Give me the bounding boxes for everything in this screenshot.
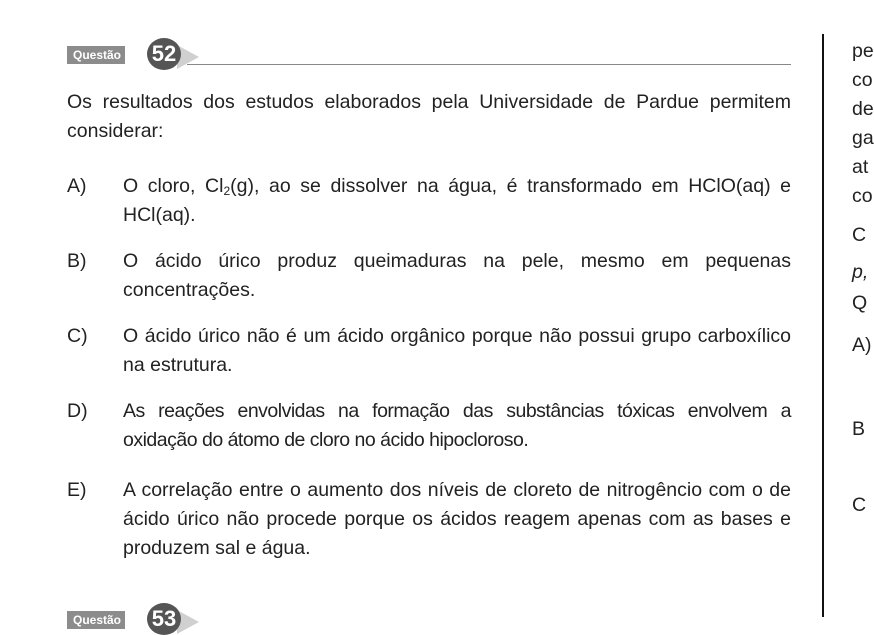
alternative-letter: D) xyxy=(67,400,88,422)
alternative-letter: E) xyxy=(67,479,87,501)
question-number: 52 xyxy=(147,38,181,70)
alternative-text: O ácido úrico produz queimaduras na pele, mesmo em pequenas concentrações. xyxy=(123,250,791,301)
right-column-fragment: de xyxy=(852,98,874,120)
alternative-text: As reações envolvidas na formação das substâncias tóxicas envolvem a oxidação do átomo de cloro no ácido hipocloroso. xyxy=(123,400,791,451)
alternative-text: O ácido úrico não é um ácido orgânico porque não possui grupo carboxílico na estrutura. xyxy=(123,325,791,376)
question-header xyxy=(67,37,791,67)
right-column-fragment: A) xyxy=(852,334,872,356)
right-column-fragment: co xyxy=(852,69,873,91)
question-number: 53 xyxy=(147,603,181,635)
column-divider xyxy=(822,34,824,617)
right-column xyxy=(852,40,874,617)
alternative-text: O cloro, $Cl_2(g)$, ao se dissolver na água, é transformado em HClO(aq) e HCl(aq). xyxy=(123,175,791,226)
header-rule xyxy=(187,64,791,65)
next-question-header xyxy=(67,601,267,631)
question-label: Questão xyxy=(67,611,125,629)
right-column-fragment: ga xyxy=(852,127,874,149)
right-column-fragment: C xyxy=(852,224,867,246)
right-column-fragment: Q xyxy=(852,292,868,314)
question-label: Questão xyxy=(67,46,125,64)
right-column-fragment: C xyxy=(852,494,867,516)
right-column-fragment: p, xyxy=(852,261,869,283)
alternative-text: A correlação entre o aumento dos níveis de cloreto de nitrogêncio com o de ácido úrico não procede porque os ácidos reagem apenas com as bases e produzem sal e água. xyxy=(123,479,791,559)
right-column-fragment: at xyxy=(852,156,869,178)
alternative-letter: C) xyxy=(67,325,88,347)
right-column-fragment: pe xyxy=(852,40,874,62)
right-column-fragment: co xyxy=(852,185,873,207)
question-intro: Os resultados dos estudos elaborados pela Universidade de Pardue permitem considerar: xyxy=(67,91,791,142)
alternative-letter: B) xyxy=(67,250,87,272)
right-column-fragment: B xyxy=(852,418,866,440)
alternative-letter: A) xyxy=(67,175,87,197)
